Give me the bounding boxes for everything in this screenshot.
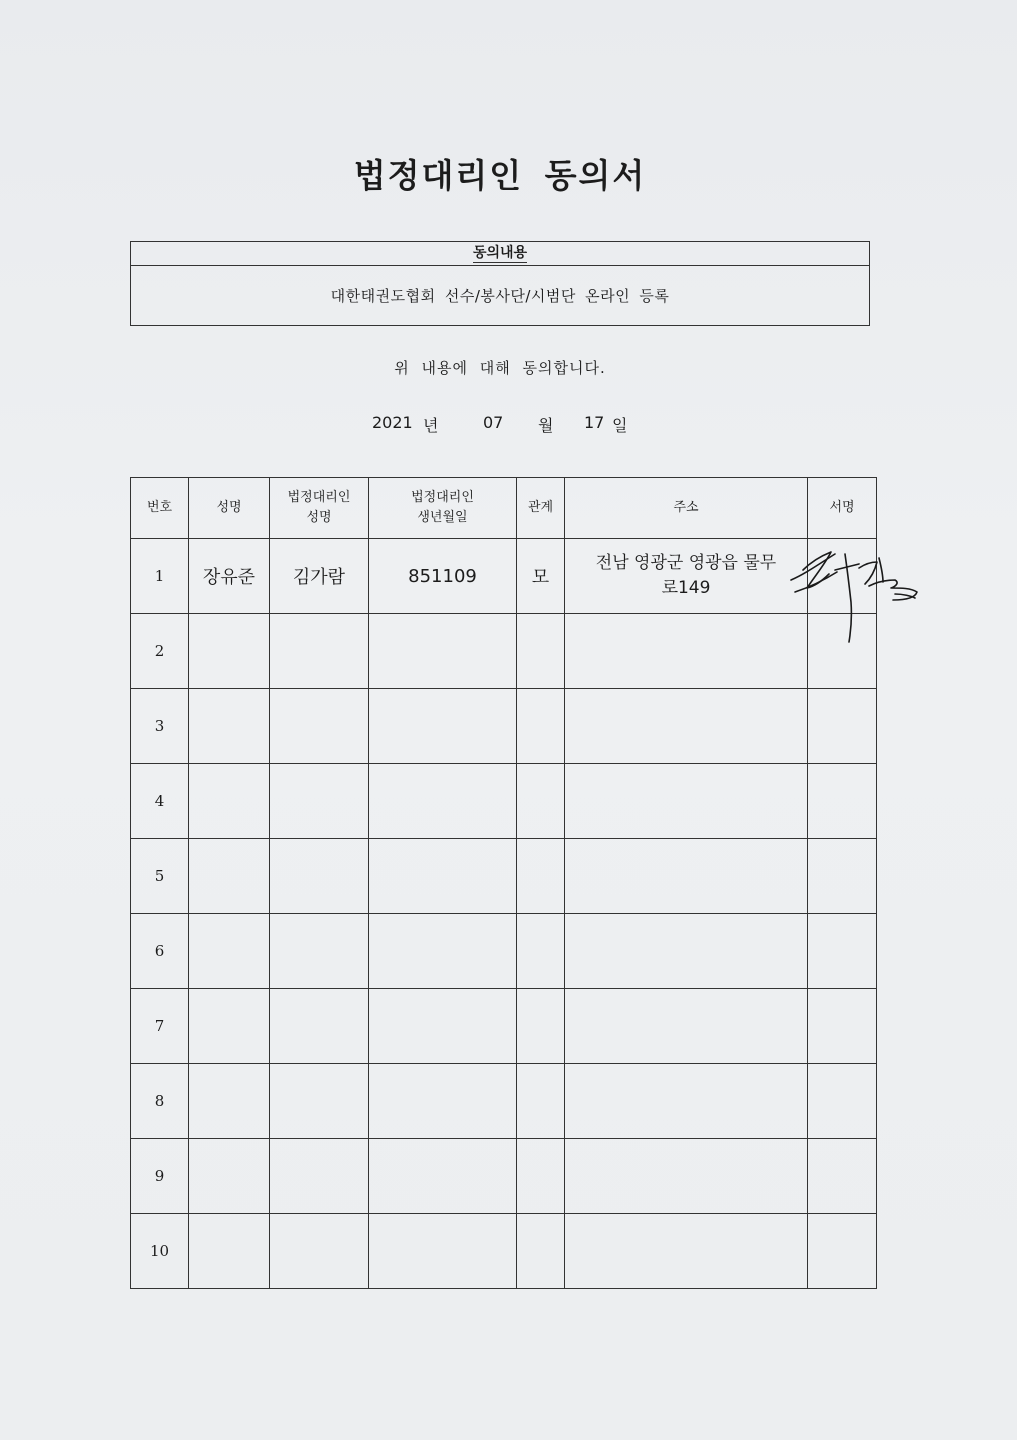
row-address (565, 764, 808, 839)
document-title: 법정대리인 동의서 (353, 156, 647, 195)
row-relation (517, 689, 565, 764)
table-row (131, 539, 877, 614)
header-name: 성명 (189, 478, 270, 539)
row-guardian-name (270, 689, 369, 764)
row-no: 2 (131, 614, 189, 689)
row-name: 장유준 (189, 539, 270, 614)
table-header-row (131, 478, 877, 539)
row-guardian-birth (369, 839, 517, 914)
consent-heading: 동의내용 (472, 245, 528, 261)
consent-content: 대한태권도협회 선수/봉사단/시범단 온라인 등록 (330, 287, 670, 305)
row-no: 7 (131, 989, 189, 1064)
date-month-unit: 월 (538, 416, 554, 435)
date-year-unit: 년 (423, 416, 439, 435)
row-guardian-name (270, 989, 369, 1064)
row-address (565, 1064, 808, 1139)
row-guardian-birth (369, 989, 517, 1064)
consent-box (130, 241, 870, 326)
header-relation: 관계 (517, 478, 565, 539)
row-guardian-birth (369, 764, 517, 839)
agree-statement: 위 내용에 대해 동의합니다. (394, 359, 606, 377)
row-relation (517, 614, 565, 689)
row-guardian-birth (369, 1064, 517, 1139)
row-name (189, 614, 270, 689)
row-no: 8 (131, 1064, 189, 1139)
row-signature (808, 614, 877, 689)
row-guardian-birth (369, 614, 517, 689)
row-guardian-birth (369, 689, 517, 764)
row-no: 6 (131, 914, 189, 989)
row-relation (517, 989, 565, 1064)
row-relation (517, 764, 565, 839)
row-guardian-name (270, 1064, 369, 1139)
row-address (565, 1214, 808, 1289)
row-signature (808, 989, 877, 1064)
row-relation: 모 (517, 539, 565, 614)
row-relation (517, 1139, 565, 1214)
row-name (189, 1139, 270, 1214)
date-month: 07 (483, 413, 504, 432)
row-no: 9 (131, 1139, 189, 1214)
date-day-unit: 일 (612, 416, 628, 435)
row-signature (808, 1064, 877, 1139)
row-relation (517, 839, 565, 914)
row-address (565, 914, 808, 989)
table-row (131, 689, 877, 764)
row-guardian-name (270, 839, 369, 914)
row-address: 전남 영광군 영광읍 물무로149 (565, 539, 808, 614)
row-signature (808, 764, 877, 839)
row-guardian-name (270, 1214, 369, 1289)
row-guardian-name (270, 1139, 369, 1214)
row-signature (808, 1214, 877, 1289)
row-signature (808, 1139, 877, 1214)
header-address: 주소 (565, 478, 808, 539)
table-row (131, 1214, 877, 1289)
row-address (565, 614, 808, 689)
table-row (131, 989, 877, 1064)
row-guardian-name (270, 614, 369, 689)
row-guardian-name (270, 764, 369, 839)
row-no: 5 (131, 839, 189, 914)
header-signature: 서명 (808, 478, 877, 539)
row-guardian-name (270, 914, 369, 989)
row-relation (517, 1214, 565, 1289)
table-row (131, 839, 877, 914)
row-name (189, 989, 270, 1064)
row-address (565, 989, 808, 1064)
table-row (131, 764, 877, 839)
header-no: 번호 (131, 478, 189, 539)
row-guardian-birth: 851109 (369, 539, 517, 614)
row-name (189, 914, 270, 989)
row-guardian-birth (369, 1214, 517, 1289)
table-row (131, 914, 877, 989)
row-signature (808, 689, 877, 764)
row-address (565, 689, 808, 764)
row-name (189, 1214, 270, 1289)
row-guardian-birth (369, 914, 517, 989)
row-guardian-name: 김가람 (270, 539, 369, 614)
row-no: 3 (131, 689, 189, 764)
row-signature (808, 914, 877, 989)
row-no: 10 (131, 1214, 189, 1289)
table-row (131, 1139, 877, 1214)
consent-heading-cell (131, 242, 869, 266)
header-guardian-birth: 법정대리인 생년월일 (369, 478, 517, 539)
row-guardian-birth (369, 1139, 517, 1214)
row-relation (517, 1064, 565, 1139)
row-signature (808, 539, 877, 614)
row-name (189, 689, 270, 764)
table-row (131, 614, 877, 689)
date-day: 17 (584, 413, 605, 432)
row-address (565, 1139, 808, 1214)
header-guardian-name: 법정대리인 성명 (270, 478, 369, 539)
row-name (189, 839, 270, 914)
row-signature (808, 839, 877, 914)
row-no: 4 (131, 764, 189, 839)
row-address (565, 839, 808, 914)
row-name (189, 764, 270, 839)
date-year: 2021 (372, 413, 413, 432)
row-relation (517, 914, 565, 989)
guardian-table (130, 477, 877, 1289)
row-name (189, 1064, 270, 1139)
row-no: 1 (131, 539, 189, 614)
table-row (131, 1064, 877, 1139)
